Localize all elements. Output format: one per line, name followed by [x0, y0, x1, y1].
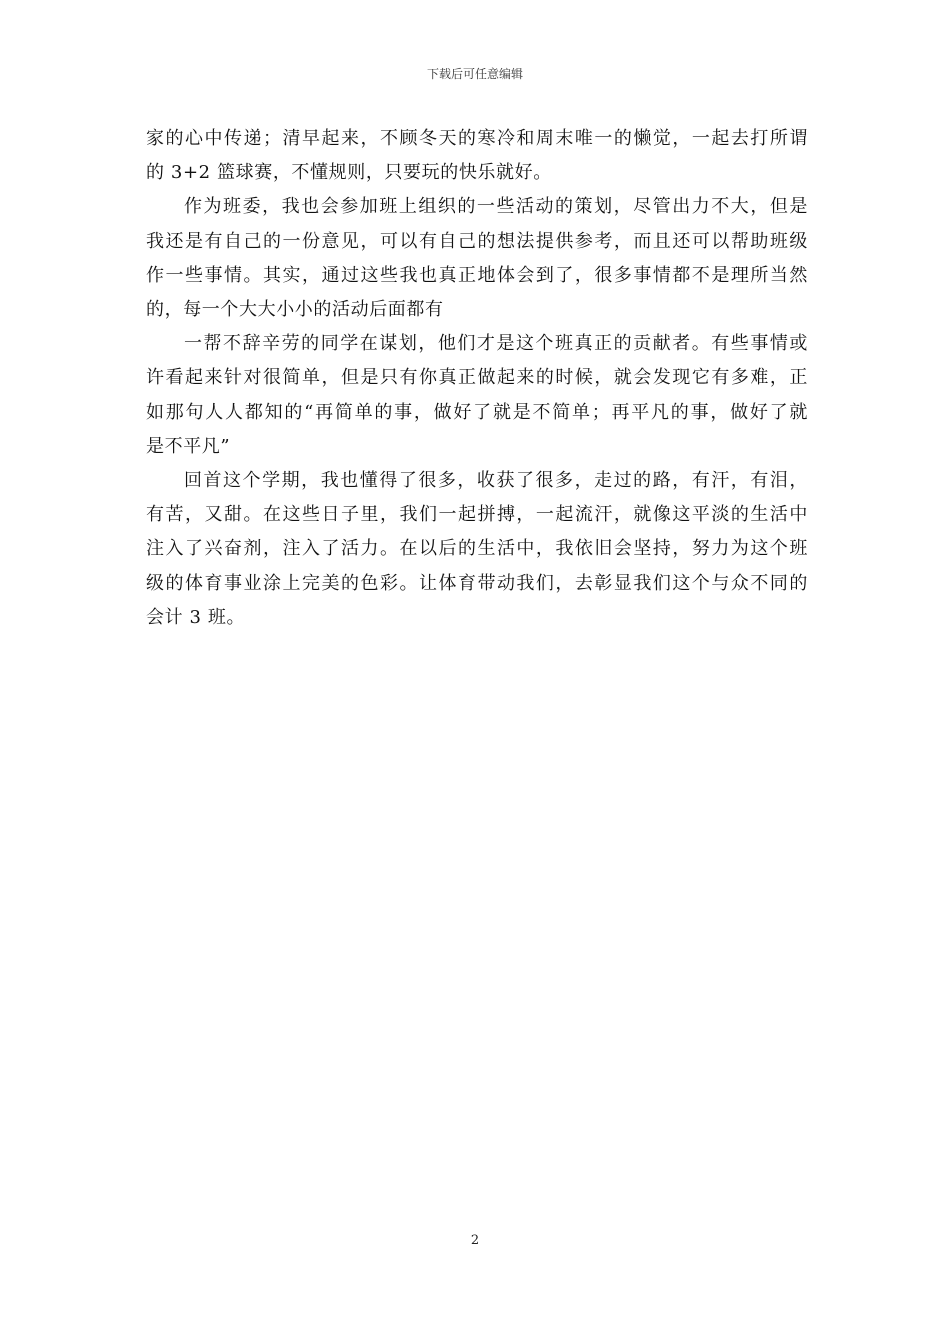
text-line: 回首这个学期，我也懂得了很多，收获了很多，走过的路，有汗，有泪， [184, 470, 808, 492]
text-line: 级的体育事业涂上完美的色彩。让体育带动我们，去彰显我们这个与众不同的 [146, 572, 808, 594]
text-line: 许看起来针对很简单，但是只有你真正做起来的时候，就会发现它有多难，正 [146, 367, 808, 389]
text-line: 我还是有自己的一份意见，可以有自己的想法提供参考，而且还可以帮助班级 [146, 230, 808, 252]
text-line: 一帮不辞辛劳的同学在谋划，他们才是这个班真正的贡献者。有些事情或 [184, 333, 808, 355]
text-line: 注入了兴奋剂，注入了活力。在以后的生活中，我依旧会坚持，努力为这个班 [146, 538, 808, 560]
paragraph-3 [146, 327, 808, 464]
text-line: 是不平凡” [146, 435, 231, 457]
paragraph-2 [146, 190, 808, 327]
text-line: 的，每一个大大小小的活动后面都有 [146, 299, 444, 321]
page-number: 2 [470, 1233, 480, 1248]
text-line: 作为班委，我也会参加班上组织的一些活动的策划，尽管出力不大，但是 [184, 196, 808, 218]
paragraph-4 [146, 464, 808, 635]
paragraph-1 [146, 122, 808, 190]
document-body [146, 122, 808, 635]
text-line: 的 3+2 篮球赛，不懂规则，只要玩的快乐就好。 [146, 162, 552, 184]
text-line: 家的心中传递；清早起来，不顾冬天的寒冷和周末唯一的懒觉，一起去打所谓 [146, 128, 808, 149]
text-line: 有苦，又甜。在这些日子里，我们一起拼搏，一起流汗，就像这平淡的生活中 [146, 504, 808, 526]
text-line: 如那句人人都知的“再简单的事，做好了就是不简单；再平凡的事，做好了就 [146, 401, 808, 423]
text-line: 会计 3 班。 [146, 606, 246, 628]
text-line: 作一些事情。其实，通过这些我也真正地体会到了，很多事情都不是理所当然 [146, 264, 808, 286]
page-header: 下载后可任意编辑 [426, 67, 523, 81]
